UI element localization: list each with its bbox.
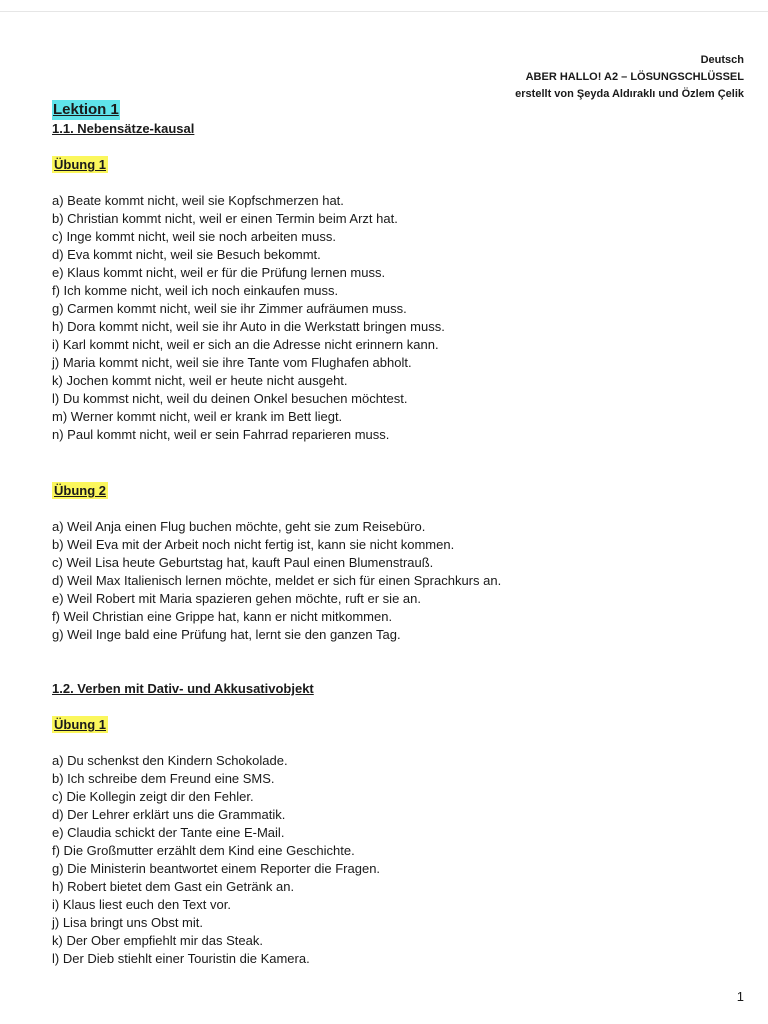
answer-item: j) Lisa bringt uns Obst mit. — [52, 915, 203, 930]
answer-item: g) Carmen kommt nicht, weil sie ihr Zimmer aufräumen muss. — [52, 301, 407, 316]
answer-item: j) Maria kommt nicht, weil sie ihre Tante vom Flughafen abholt. — [52, 355, 412, 370]
section-title-1-2: 1.2. Verben mit Dativ- und Akkusativobjekt — [52, 681, 314, 696]
answer-item: e) Weil Robert mit Maria spazieren gehen möchte, ruft er sie an. — [52, 591, 421, 606]
answer-item: g) Die Ministerin beantwortet einem Reporter die Fragen. — [52, 861, 381, 876]
answer-item: f) Weil Christian eine Grippe hat, kann er nicht mitkommen. — [52, 609, 393, 624]
lesson-title: Lektion 1 — [53, 101, 119, 118]
header-subject: Deutsch — [700, 54, 744, 66]
answer-item: k) Der Ober empfiehlt mir das Steak. — [52, 933, 263, 948]
answer-item: c) Weil Lisa heute Geburtstag hat, kauft Paul einen Blumenstrauß. — [52, 555, 434, 570]
answer-item: c) Die Kollegin zeigt dir den Fehler. — [52, 789, 254, 804]
answer-item: e) Klaus kommt nicht, weil er für die Prüfung lernen muss. — [52, 265, 386, 280]
answer-item: a) Weil Anja einen Flug buchen möchte, geht sie zum Reisebüro. — [52, 519, 426, 534]
answer-item: a) Beate kommt nicht, weil sie Kopfschmerzen hat. — [52, 193, 344, 208]
answer-item: b) Weil Eva mit der Arbeit noch nicht fertig ist, kann sie nicht kommen. — [52, 537, 455, 552]
header-authors: erstellt von Şeyda Aldıraklı und Özlem Çelik — [515, 88, 744, 100]
document-header — [515, 52, 744, 103]
section-title-1-1: 1.1. Nebensätze-kausal — [52, 121, 195, 136]
answer-item: n) Paul kommt nicht, weil er sein Fahrrad reparieren muss. — [52, 427, 390, 442]
answer-item: i) Karl kommt nicht, weil er sich an die Adresse nicht erinnern kann. — [52, 337, 439, 352]
answer-item: g) Weil Inge bald eine Prüfung hat, lernt sie den ganzen Tag. — [52, 627, 401, 642]
answer-item: m) Werner kommt nicht, weil er krank im Bett liegt. — [52, 409, 343, 424]
answer-list-1-1-2 — [52, 518, 742, 644]
answer-item: l) Der Dieb stiehlt einer Touristin die Kamera. — [52, 951, 310, 966]
answer-list-1-2-1 — [52, 752, 742, 968]
answer-item: d) Weil Max Italienisch lernen möchte, meldet er sich für einen Sprachkurs an. — [52, 573, 502, 588]
answer-item: b) Christian kommt nicht, weil er einen Termin beim Arzt hat. — [52, 211, 398, 226]
answer-item: b) Ich schreibe dem Freund eine SMS. — [52, 771, 275, 786]
exercise-title-1-1-2: Übung 2 — [54, 483, 106, 498]
answer-item: e) Claudia schickt der Tante eine E-Mail. — [52, 825, 285, 840]
answer-item: i) Klaus liest euch den Text vor. — [52, 897, 231, 912]
exercise-title-1-2-1: Übung 1 — [54, 717, 106, 732]
top-divider — [0, 11, 768, 12]
exercise-title-1-1-1: Übung 1 — [54, 157, 106, 172]
answer-item: k) Jochen kommt nicht, weil er heute nicht ausgeht. — [52, 373, 348, 388]
answer-item: f) Ich komme nicht, weil ich noch einkaufen muss. — [52, 283, 339, 298]
answer-item: c) Inge kommt nicht, weil sie noch arbeiten muss. — [52, 229, 336, 244]
answer-item: f) Die Großmutter erzählt dem Kind eine Geschichte. — [52, 843, 355, 858]
answer-item: d) Der Lehrer erklärt uns die Grammatik. — [52, 807, 286, 822]
header-book-title: ABER HALLO! A2 – LÖSUNGSCHLÜSSEL — [525, 71, 744, 83]
answer-item: a) Du schenkst den Kindern Schokolade. — [52, 753, 288, 768]
answer-list-1-1-1 — [52, 192, 742, 444]
answer-item: d) Eva kommt nicht, weil sie Besuch bekommt. — [52, 247, 321, 262]
answer-item: l) Du kommst nicht, weil du deinen Onkel besuchen möchtest. — [52, 391, 408, 406]
document-body — [52, 100, 742, 968]
page-number: 1 — [736, 989, 744, 1004]
answer-item: h) Dora kommt nicht, weil sie ihr Auto in die Werkstatt bringen muss. — [52, 319, 445, 334]
answer-item: h) Robert bietet dem Gast ein Getränk an. — [52, 879, 295, 894]
